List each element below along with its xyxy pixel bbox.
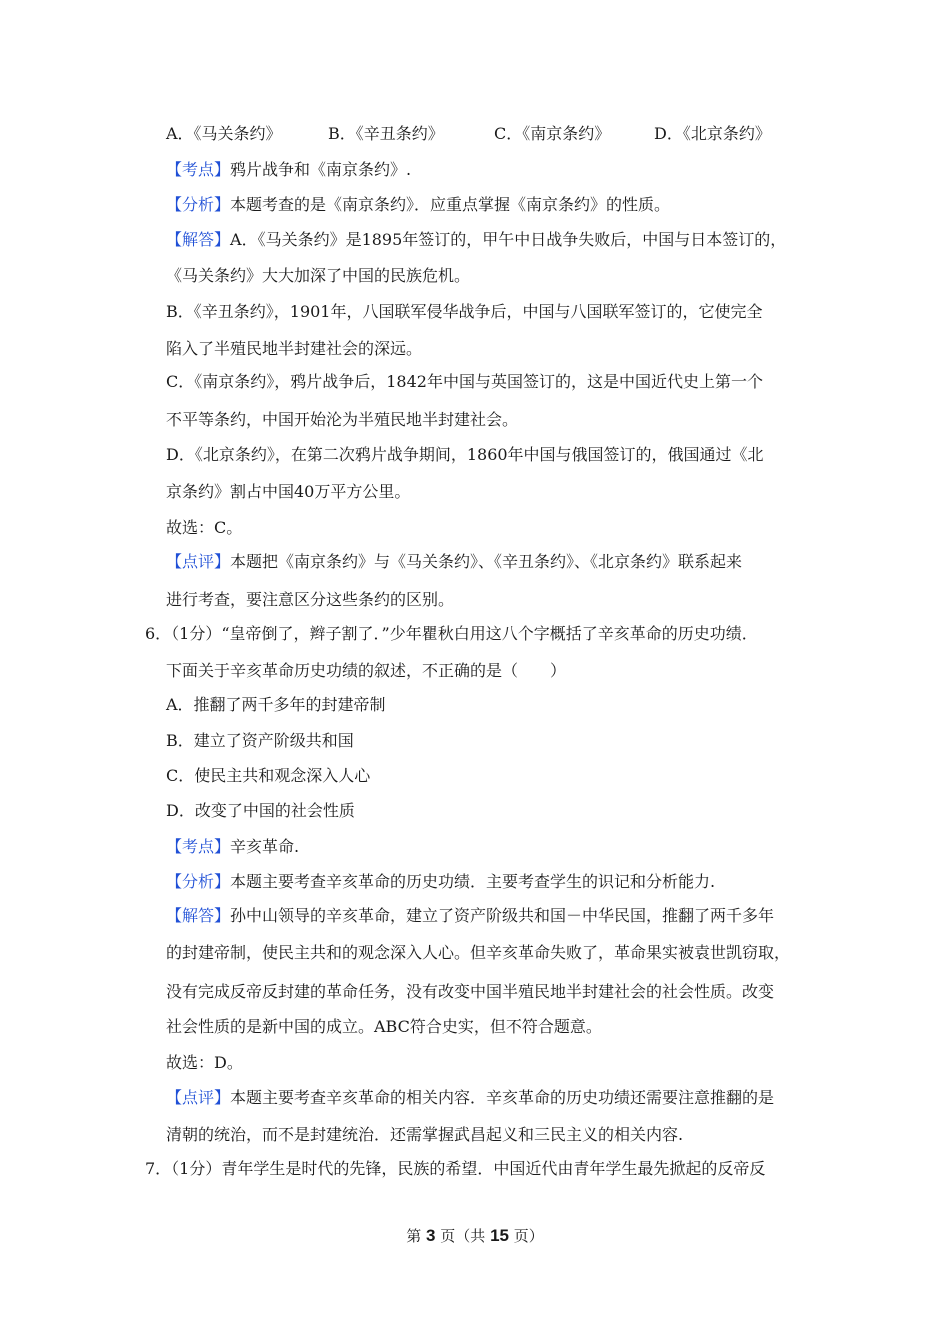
footer-mid: 页（共 xyxy=(440,1227,486,1245)
jieda-line: 社会性质的是新中国的成立。ABC符合史实，但不符合题意。 xyxy=(166,1017,602,1036)
q6-answer: 故选：D。 xyxy=(166,1053,243,1072)
q6-stem-line: 下面关于辛亥革命历史功绩的叙述，不正确的是（ ） xyxy=(166,661,567,680)
q6-fenxi xyxy=(166,872,715,892)
dianping-text: 本题主要考查辛亥革命的相关内容．辛亥革命的历史功绩还需要注意推翻的是 xyxy=(230,1088,775,1107)
kaodian-tag: 【考点】 xyxy=(166,160,231,179)
q5-options xyxy=(166,124,771,144)
fenxi-text: 本题主要考查辛亥革命的历史功绩．主要考查学生的识记和分析能力. xyxy=(230,872,716,891)
dianping-line: 清朝的统治，而不是封建统治．还需掌握武昌起义和三民主义的相关内容. xyxy=(166,1125,684,1144)
q6-kaodian xyxy=(166,837,299,857)
jieda-tag: 【解答】 xyxy=(166,230,231,249)
jieda-text: 孙中山领导的辛亥革命，建立了资产阶级共和国－中华民国，推翻了两千多年 xyxy=(230,906,775,925)
jieda-line: 没有完成反帝反封建的革命任务，没有改变中国半殖民地半封建社会的社会性质。改变 xyxy=(166,982,775,1001)
footer-suffix: 页） xyxy=(513,1227,544,1245)
kaodian-text: 鸦片战争和《南京条约》. xyxy=(230,160,412,179)
q5-jieda xyxy=(166,230,786,250)
explain-d-line: D．《北京条约》，在第二次鸦片战争期间，1860年中国与俄国签订的，俄国通过《北 xyxy=(166,445,764,464)
q6-jieda xyxy=(166,906,774,926)
jieda-line: 的封建帝制，使民主共和的观念深入人心。但辛亥革命失败了，革命果实被袁世凯窃取， xyxy=(166,943,791,962)
option-a: A．《马关条约》 xyxy=(166,124,282,143)
dianping-tag: 【点评】 xyxy=(166,1088,231,1107)
dianping-line: 进行考查，要注意区分这些条约的区别。 xyxy=(166,590,455,609)
q5-fenxi xyxy=(166,195,670,215)
dianping-text: 本题把《南京条约》与《马关条约》、《辛丑条约》、《北京条约》联系起来 xyxy=(230,552,743,571)
option-c: C．《南京条约》 xyxy=(494,124,611,143)
explain-c-line: 不平等条约，中国开始沦为半殖民地半封建社会。 xyxy=(166,410,519,429)
option-d: D．改变了中国的社会性质 xyxy=(166,801,355,820)
option-d: D．《北京条约》 xyxy=(654,124,771,143)
fenxi-tag: 【分析】 xyxy=(166,872,231,891)
explain-b-line: 陷入了半殖民地半封建社会的深远。 xyxy=(166,339,423,358)
page-number: 3 xyxy=(426,1226,436,1245)
q6-stem: 6．（1分）“皇帝倒了，辫子割了．”少年瞿秋白用这八个字概括了辛亥革命的历史功绩． xyxy=(145,624,758,643)
explain-d-line: 京条约》割占中国40万平方公里。 xyxy=(166,482,411,501)
option-a: A．推翻了两千多年的封建帝制 xyxy=(166,695,386,714)
fenxi-text: 本题考查的是《南京条约》．应重点掌握《南京条约》的性质。 xyxy=(230,195,671,214)
explain-c-line: C．《南京条约》，鸦片战争后，1842年中国与英国签订的，这是中国近代史上第一个 xyxy=(166,372,763,391)
q7-stem: 7．（1分）青年学生是时代的先锋，民族的希望．中国近代由青年学生最先掀起的反帝反 xyxy=(145,1159,766,1178)
jieda-text: A．《马关条约》是1895年签订的，甲午中日战争失败后，中国与日本签订的， xyxy=(230,230,787,249)
option-b: B．《辛丑条约》 xyxy=(328,124,444,143)
jieda-tag: 【解答】 xyxy=(166,906,231,925)
option-b: B．建立了资产阶级共和国 xyxy=(166,731,354,750)
kaodian-tag: 【考点】 xyxy=(166,837,231,856)
jieda-line: 《马关条约》大大加深了中国的民族危机。 xyxy=(166,266,471,285)
fenxi-tag: 【分析】 xyxy=(166,195,231,214)
kaodian-text: 辛亥革命. xyxy=(230,837,300,856)
q6-dianping xyxy=(166,1088,774,1108)
footer-prefix: 第 xyxy=(406,1227,422,1245)
dianping-tag: 【点评】 xyxy=(166,552,231,571)
q5-answer: 故选：C。 xyxy=(166,518,243,537)
explain-b-line: B．《辛丑条约》，1901年，八国联军侵华战争后，中国与八国联军签订的，它使完全 xyxy=(166,302,763,321)
q5-kaodian xyxy=(166,160,411,180)
page-footer xyxy=(0,1226,950,1246)
option-c: C．使民主共和观念深入人心 xyxy=(166,766,371,785)
q5-dianping xyxy=(166,552,742,572)
total-pages: 15 xyxy=(490,1226,509,1245)
